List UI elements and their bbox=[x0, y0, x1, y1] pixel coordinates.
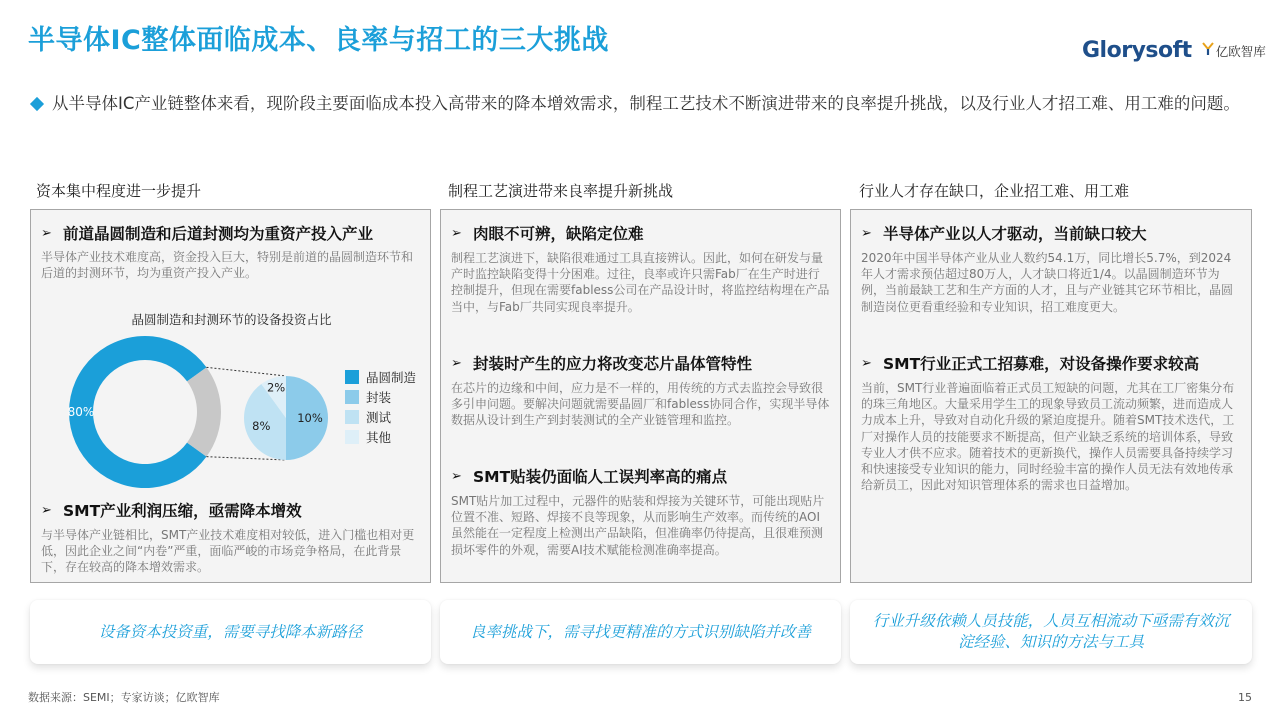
section-title: 半导体产业以人才驱动，当前缺口较大 bbox=[883, 225, 1147, 243]
legend-item-wafer-swatch bbox=[345, 370, 359, 384]
section-smt-recruit bbox=[851, 354, 1251, 493]
legend-item-testing-swatch bbox=[345, 410, 359, 424]
legend-item-other-swatch bbox=[345, 430, 359, 444]
section-body: 当前，SMT行业普遍面临着正式员工短缺的问题，尤其在工厂密集分布的珠三角地区。大量采用学生工的现象导致员工流动频繁，进而造成人力成本上升，导致对自动化升级的紧迫度提升。随着SMT技术迭代，工厂对操作人员的技能要求不断提高，但产业缺乏系统的培训体系，导致专业人才供不应求。随着技术的更新换代，操作人员需要具备持续学习和快速接受专业知识的能力，同时经验丰富的操作人员无法有效地传承给新员工，因此对知识管理体系的需求也日益增加。 bbox=[861, 381, 1235, 493]
section-body: 制程工艺演进下，缺陷很难通过工具直接辨认。因此，如何在研发与量产时监控缺陷变得十分困难。过往，良率或许只需Fab厂在生产时进行控制提升，但现在需要fabless公司在产品设计时，将监控结构埋在产品当中，与Fab厂共同实现良率提升。 bbox=[451, 251, 830, 314]
section-packaging-stress bbox=[441, 354, 840, 429]
connector-top bbox=[206, 367, 286, 376]
page-title: 半导体IC整体面临成本、良率与招工的三大挑战 bbox=[28, 25, 609, 56]
arrow-bullet-icon: ➢ bbox=[41, 503, 52, 518]
section-title: SMT产业利润压缩，亟需降本增效 bbox=[63, 502, 302, 520]
section-title: SMT行业正式工招募难，对设备操作要求较高 bbox=[883, 355, 1200, 373]
pie-label-packaging: 10% bbox=[297, 411, 323, 425]
donut-label-wafer: 80% bbox=[67, 405, 95, 419]
arrow-bullet-icon: ➢ bbox=[41, 226, 52, 241]
section-body: 2020年中国半导体产业从业人数约54.1万，同比增长5.7%，到2024年人才需求预估超过80万人，人才缺口将近1/4。以晶圆制造环节为例，当前最缺工艺和生产方面的人才，且与产业链其它环节相比，晶圆制造岗位更看重经验和专业知识，招工难度更大。 bbox=[861, 251, 1234, 314]
conclusion-card-talent: 行业升级依赖人员技能，人员互相流动下亟需有效沉淀经验、知识的方法与工具 bbox=[850, 600, 1252, 664]
arrow-bullet-icon: ➢ bbox=[861, 226, 872, 241]
arrow-bullet-icon: ➢ bbox=[451, 356, 462, 371]
conclusion-card-yield: 良率挑战下，需寻找更精准的方式识别缺陷并改善 bbox=[440, 600, 841, 664]
logo-glorysoft: Glorysoft bbox=[1082, 38, 1192, 63]
donut-slice-remainder bbox=[187, 367, 221, 456]
section-smt-profit bbox=[31, 501, 430, 576]
legend-item-packaging: 封装 bbox=[366, 390, 392, 405]
section-smt-misjudge bbox=[441, 467, 840, 558]
section-defect-locating bbox=[441, 224, 840, 315]
arrow-bullet-icon: ➢ bbox=[861, 356, 872, 371]
section-title: SMT贴装仍面临人工误判率高的痛点 bbox=[473, 468, 728, 486]
legend-item-packaging-swatch bbox=[345, 390, 359, 404]
legend-item-other: 其他 bbox=[366, 430, 392, 445]
panel-yield bbox=[440, 209, 841, 583]
intro-text: 从半导体IC产业链整体来看，现阶段主要面临成本投入高带来的降本增效需求，制程工艺技术不断演进带来的良率提升挑战，以及行业人才招工难、用工难的问题。 bbox=[52, 94, 1240, 113]
chart-title: 晶圆制造和封测环节的设备投资占比 bbox=[131, 312, 332, 327]
column-heading-yield: 制程工艺演进带来良率提升新挑战 bbox=[448, 182, 674, 200]
section-body: 与半导体产业链相比，SMT产业技术难度相对较低，进入门槛也相对更低，因此企业之间“内卷”严重，面临严峻的市场竞争格局，在此背景下，存在较高的降本增效需求。 bbox=[41, 528, 415, 575]
section-title: 前道晶圆制造和后道封测均为重资产投入产业 bbox=[63, 225, 374, 243]
intro-paragraph bbox=[32, 92, 1262, 115]
section-title: 肉眼不可辨，缺陷定位难 bbox=[473, 225, 644, 243]
conclusion-card-cost: 设备资本投资重，需要寻找降本新路径 bbox=[30, 600, 431, 664]
logo-mark-icon bbox=[1202, 41, 1214, 60]
section-talent-gap bbox=[851, 224, 1251, 315]
legend-item-wafer: 晶圆制造 bbox=[366, 370, 417, 385]
section-body: 在芯片的边缘和中间，应力是不一样的，用传统的方式去监控会导致很多引申问题。要解决问题就需要晶圆厂和fabless协同合作，实现半导体数据从设计到生产到封装测试的全产业链管理和监控。 bbox=[451, 381, 830, 428]
logo-yiou: 亿欧智库 bbox=[1215, 43, 1266, 59]
section-title: 封装时产生的应力将改变芯片晶体管特性 bbox=[473, 355, 753, 373]
column-heading-talent: 行业人才存在缺口，企业招工难、用工难 bbox=[859, 182, 1130, 200]
panel-talent bbox=[850, 209, 1252, 583]
data-source: 数据来源：SEMI；专家访谈；亿欧智库 bbox=[28, 691, 220, 704]
investment-share-chart bbox=[31, 210, 432, 490]
panel-capital bbox=[30, 209, 431, 583]
pie-label-other: 2% bbox=[266, 380, 286, 395]
arrow-bullet-icon: ➢ bbox=[451, 469, 462, 484]
page-number: 15 bbox=[1238, 691, 1252, 704]
brand-logo bbox=[1082, 38, 1266, 63]
section-body: 半导体产业技术难度高，资金投入巨大，特别是前道的晶圆制造环节和后道的封测环节，均为重资产投入产业。 bbox=[41, 250, 414, 281]
arrow-bullet-icon: ➢ bbox=[451, 226, 462, 241]
pie-label-testing: 8% bbox=[252, 419, 271, 434]
legend-item-testing: 测试 bbox=[366, 410, 392, 425]
section-body: SMT贴片加工过程中，元器件的贴装和焊接为关键环节，可能出现贴片位置不准、短路、焊接不良等现象，从而影响生产效率。而传统的AOI虽然能在一定程度上检测出产品缺陷，但准确率仍待提高，且很难预测损坏零件的外观，需要AI技术赋能检测准确率提高。 bbox=[451, 494, 825, 557]
column-heading-capital: 资本集中程度进一步提升 bbox=[36, 182, 202, 200]
